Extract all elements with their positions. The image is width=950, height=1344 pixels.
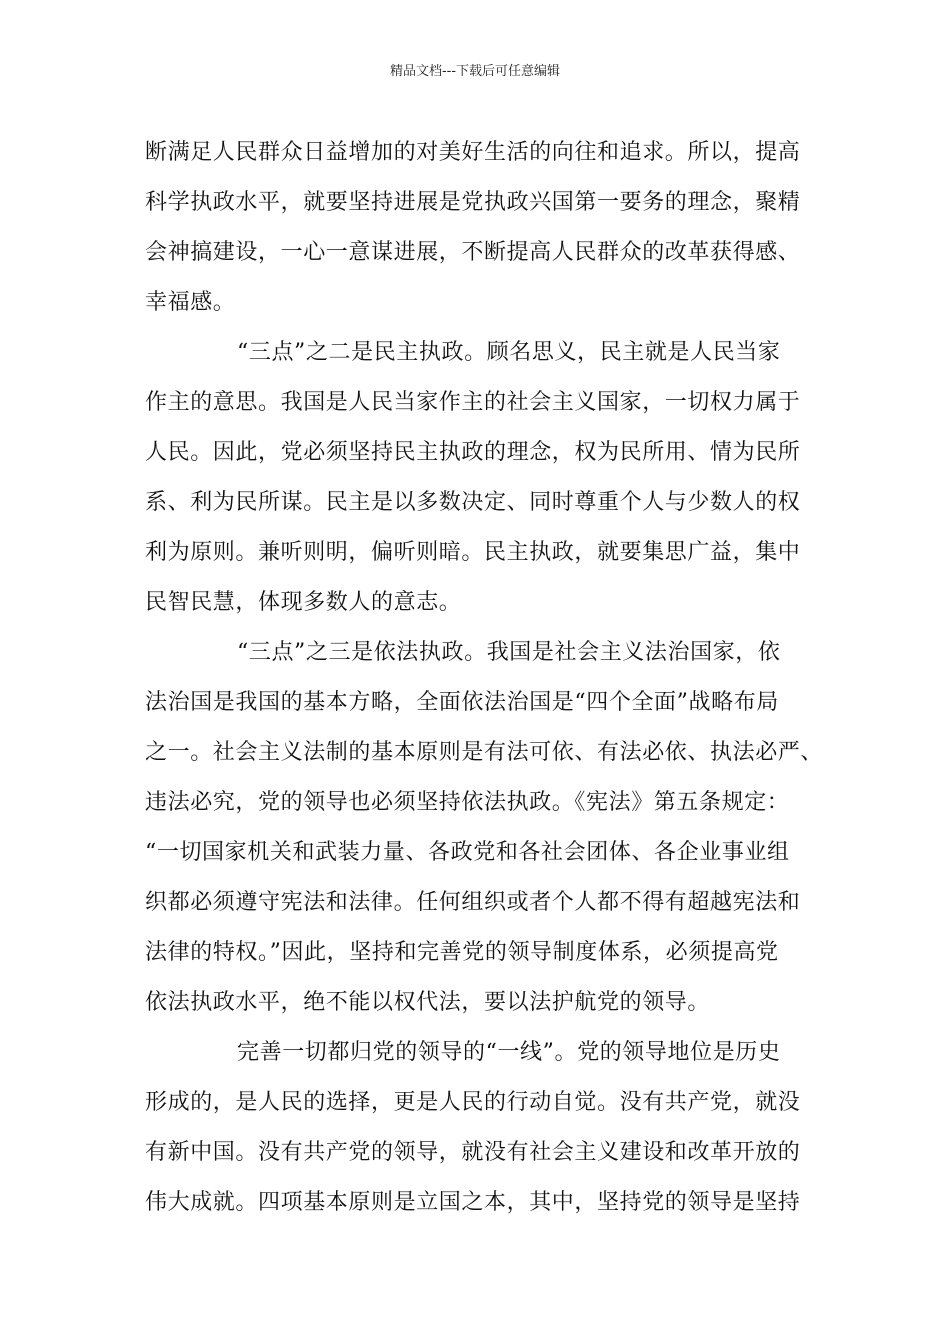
text-line: 人民。因此，党必须坚持民主执政的理念，权为民所用、情为民所 <box>145 440 801 465</box>
text-line: 幸福感。 <box>145 290 236 315</box>
paragraph-first-line: “三点”之三是依法执政。我国是社会主义法治国家，依 <box>237 640 781 665</box>
text-line: 依法执政水平，绝不能以权代法，要以法护航党的领导。 <box>145 990 711 1015</box>
text-line: “一切国家机关和武装力量、各政党和各社会团体、各企业事业组 <box>145 840 790 865</box>
text-line: 系、利为民所谋。民主是以多数决定、同时尊重个人与少数人的权 <box>145 490 801 515</box>
text-line: 伟大成就。四项基本原则是立国之本，其中，坚持党的领导是坚持 <box>145 1190 801 1215</box>
paragraph-first-line: “三点”之二是民主执政。顾名思义，民主就是人民当家 <box>237 340 781 365</box>
text-line: 作主的意思。我国是人民当家作主的社会主义国家，一切权力属于 <box>145 390 801 415</box>
text-line: 违法必究，党的领导也必须坚持依法执政。《宪法》第五条规定： <box>145 790 790 815</box>
text-line: 会神搞建设，一心一意谋进展，不断提高人民群众的改革获得感、 <box>145 240 801 265</box>
text-line: 织都必须遵守宪法和法律。任何组织或者个人都不得有超越宪法和 <box>145 890 801 915</box>
text-line: 有新中国。没有共产党的领导，就没有社会主义建设和改革开放的 <box>145 1140 801 1165</box>
text-line: 利为原则。兼听则明，偏听则暗。民主执政，就要集思广益，集中 <box>145 540 801 565</box>
text-line: 断满足人民群众日益增加的对美好生活的向往和追求。所以，提高 <box>145 140 801 165</box>
text-line: 之一。社会主义法制的基本原则是有法可依、有法必依、执法必严、 <box>145 740 824 765</box>
text-line: 法治国是我国的基本方略，全面依法治国是“四个全面”战略布局 <box>145 690 779 715</box>
paragraph-first-line: 完善一切都归党的领导的“一线”。党的领导地位是历史 <box>237 1040 781 1065</box>
text-line: 民智民慧，体现多数人的意志。 <box>145 590 462 615</box>
text-line: 形成的，是人民的选择，更是人民的行动自觉。没有共产党，就没 <box>145 1090 801 1115</box>
text-line: 科学执政水平，就要坚持进展是党执政兴国第一要务的理念，聚精 <box>145 190 801 215</box>
page-header: 精品文档---下载后可任意编辑 <box>389 64 561 79</box>
text-line: 法律的特权。”因此，坚持和完善党的领导制度体系，必须提高党 <box>145 940 779 965</box>
document-body <box>145 128 825 1228</box>
